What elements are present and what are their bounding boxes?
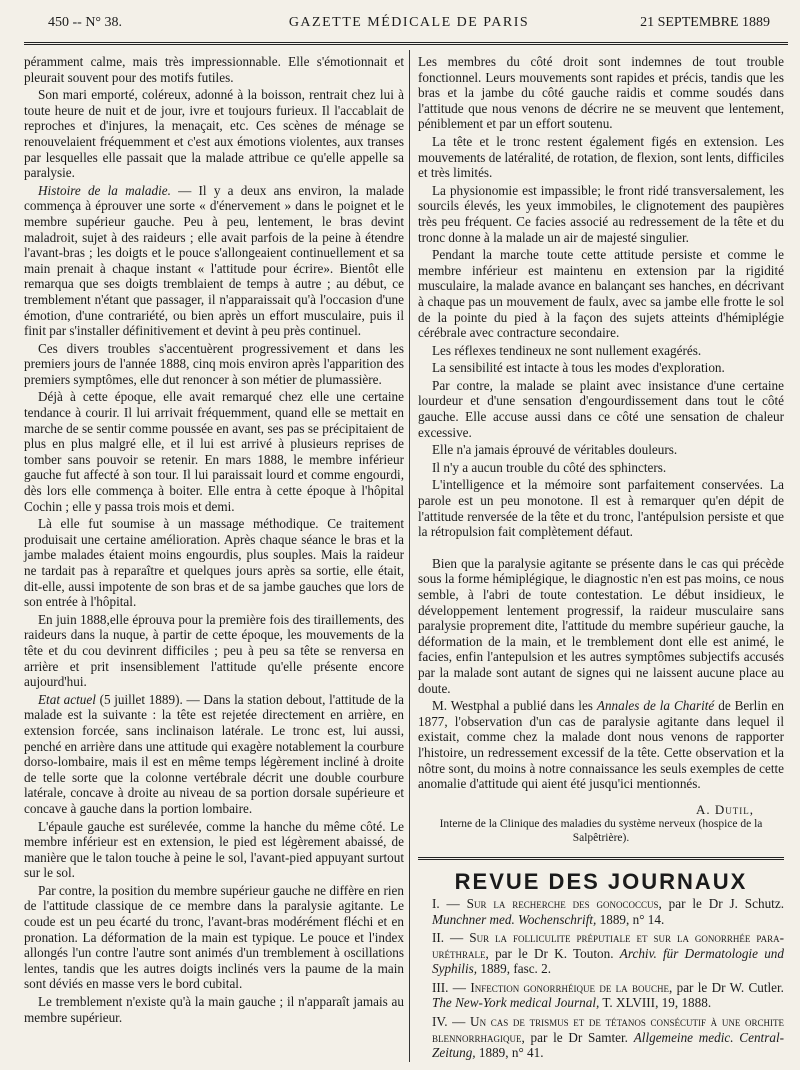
paragraph: La tête et le tronc restent également figés en extension. Les mouvements de latéralité, de rotation, de flexion, sont lents, difficiles et très limités. — [418, 133, 784, 181]
paragraph: L'intelligence et la mémoire sont parfaitement conservées. La parole est un peu monotone. Il est à remarquer qu'en dépit de l'attitude renversée de la tête et du tronc, l'antépulsion persiste et que la rétropulsion fait complètement défaut. — [418, 477, 784, 540]
reference-issue: T. XLVIII, 19, 1888. — [599, 995, 712, 1011]
paragraph — [24, 692, 404, 817]
paragraph: Ces divers troubles s'accentuèrent progressivement et dans les premiers jours de l'année 1888, cinq mois environ après l'apparition des premiers symptômes, elle dut renoncer à son métier de plumassière. — [24, 340, 404, 387]
page-header — [48, 10, 770, 36]
section-title: REVUE DES JOURNAUX — [454, 869, 748, 895]
paragraph: Bien que la paralysie agitante se présente dans le cas qui précède sous la forme hémiplégique, le diagnostic n'en est pas moins, ce nous semble, à l'abri de toute contestation. Le début insidieux, le développement lentement progressif, la raideur musculaire sans paralysie proprement dite, l'attitude du membre supérieur gauche, la déformation de la main, et le tremblement dont elle est animé, le facies, enfin l'antepulsion et les autres symptômes subjectifs accusés par la malade sont autant de signes qui ne laissent aucune place au doute. — [418, 555, 784, 696]
signature-block — [418, 802, 784, 846]
journal-title: GAZETTE MÉDICALE DE PARIS — [288, 15, 530, 30]
issue-date: 21 SEPTEMBRE 1889 — [640, 15, 770, 30]
paragraph: Pendant la marche toute cette attitude persiste et comme le membre inférieur est maintenu en extension par la rigidité musculaire, la malade avance en balançant ses hanches, en décrivant à chaque pas un mouvement de faulx, avec sa jambe elle frotte le sol de la pointe du pied à la façon des sujets atteints d'hémiplégie cérébrale avec contracture secondaire. — [418, 247, 784, 341]
paragraph: Là elle fut soumise à un massage méthodique. Ce traitement produisait une certaine amélioration. Après chaque séance le bras et la jambe malades étaient moins engourdis, plus souples. Mais la raideur ne tardait pas à reparaître et quelques jours après sa sortie, elle était, dit-elle, aussi impotente de son bras et de sa jambe gauches que lors de son entrée à l'hôpital. — [24, 516, 404, 610]
paragraph-text: de Berlin en 1877, l'observation d'un cas de paralysie agitante dans lequel il existait, comme chez la malade dont nous venons de rapporter l'histoire, un redressement excessif de la tête. Cette observation et la nôtre sont, du moins à notre connaissance les seuls exemples de cette anomalie d'attitude qui aient été jusqu'ici mentionnés. — [418, 698, 784, 792]
paragraph: Déjà à cette époque, elle avait remarqué chez elle une certaine tendance à courir. Il lui arrivait fréquemment, quand elle se mettait en marche de se sentir comme poussée en avant, ses pas se précipitaient de plus en plus malgré elle, et il lui est arrivé à plusieurs reprises de tomber sans pouvoir se retenir. En mars 1888, le membre inférieur gauche fut affecté à son tour. Il lui paraissait lourd et comme engourdi, dès lors elle commença à boiter. Elle entra à cette époque à l'hôpital Cochin ; elle y passa trois mois et demi. — [24, 389, 404, 514]
paragraph: La physionomie est impassible; le front ridé transversalement, les sourcils élevés, les yeux immobiles, le clignotement des paupières très peu fréquent. Ce facies associé au redressement de la tête et du tronc donne à la malade un air de majesté singulier. — [418, 182, 784, 245]
reference-title: Infection gonorrhéique de la bouche, — [470, 979, 673, 995]
reference-issue: 1889, fasc. 2. — [477, 961, 552, 977]
reference-journal: Munchner med. Wochenschrift, — [432, 911, 597, 927]
reference-item — [418, 1014, 784, 1061]
paragraph: L'épaule gauche est surélevée, comme la hanche du même côté. Le membre inférieur est en extension, le pied est légèrement abaissé, de manière que le talon touche à peine le sol, l'avant-pied appuyant surtout sur le sol. — [24, 818, 404, 881]
column-divider — [409, 50, 410, 1062]
reference-number: I. — — [432, 895, 460, 911]
left-column — [24, 54, 404, 1027]
reference-author: par le Dr W. Cutler. — [672, 979, 784, 995]
reference-journal: The New-York medical Journal, — [432, 995, 600, 1011]
reference-list — [418, 896, 784, 1061]
section-heading: Histoire de la maladie. — [38, 182, 171, 198]
paragraph — [24, 183, 404, 339]
reference-title: Un cas de trismus et de tétanos consécutif à une orchite blennorrhagique, — [432, 1014, 785, 1045]
reference-author: par le Dr J. Schutz. — [661, 895, 784, 911]
reference-journal: Allgemeine medic. Central-Zeitung, — [432, 1029, 784, 1061]
page-number: 450 -- N° 38. — [48, 15, 123, 30]
paragraph: La sensibilité est intacte à tous les modes d'exploration. — [432, 360, 725, 376]
section-heading: Etat actuel — [38, 691, 96, 707]
paragraph: Par contre, la position du membre supérieur gauche ne diffère en rien de l'attitude classique de ce membre dans la paralysie agitante. Le coude est un peu écarté du tronc, l'avant-bras modérément fléchi et en pronation. La déformation de la main est typique. Le pouce et l'index allongés l'un contre l'autre sont animés d'un tremblement à oscillations lentes, tandis que les autres doigts inclinés vers la paume de la main sont déviés en masse vers le bord cubital. — [24, 882, 404, 992]
paragraph: Les réflexes tendineux ne sont nullement exagérés. — [432, 342, 702, 358]
reference-item — [418, 930, 784, 977]
reference-item — [418, 980, 784, 1011]
reference-item — [418, 896, 784, 927]
reference-issue: 1889, n° 14. — [596, 911, 665, 927]
reference-author: par le Dr Samter. — [524, 1029, 634, 1045]
paragraph-text: M. Westphal a publié dans les — [432, 698, 597, 714]
paragraph: péramment calme, mais très impressionnable. Elle s'émotionnait et pleurait souvent pour des motifs futiles. — [24, 54, 404, 85]
reference-number: II. — — [432, 930, 464, 946]
reference-author: par le Dr K. Touton. — [488, 945, 620, 961]
journal-name: Annales de la Charité — [596, 698, 715, 714]
paragraph: En juin 1888,elle éprouva pour la première fois des tiraillements, des raideurs dans la nuque, à partir de cette époque, les mouvements de la tête et du cou devinrent difficiles ; peu à peu sa tête se renversa en arrière et prit insensiblement l'attitude qu'elle présente encore aujourd'hui. — [24, 611, 404, 690]
reference-number: IV. — — [432, 1014, 466, 1030]
paragraph: Le tremblement n'existe qu'à la main gauche ; il n'apparaît jamais au membre supérieur. — [24, 994, 404, 1025]
paragraph-text: — Il y a deux ans environ, la malade commença à éprouver une sorte « d'énervement » dans le poignet et le membre supérieur gauche. Peu à peu, lentement, le bras devint maladroit, sujet à des raideurs ; elle avait parfois de la peine à étendre l'avant-bras ; les doigts et le pouce s'allongeaient continuellement et sa main prenait à chaque instant « l'attitude pour écrire». Bientôt elle remarqua que ses doigts tremblaient de temps à autre ; au début, ce tremblement n'étant que passager, il n'apparaissait qu'à l'occasion d'une émotion, d'une contrariété, ou bien après un effort musculaire, puis il finit par s'installer définitivement et devint à peu près continuel. — [24, 182, 404, 339]
reference-journal: Archiv. für Dermatologie und Syphilis, — [432, 945, 784, 977]
paragraph: Les membres du côté droit sont indemnes de tout trouble fonctionnel. Leurs mouvements sont rapides et précis, tandis que les bras et la jambe du côté gauche raidis et comme soudés dans l'attitude que nous venons de décrire ne se meuvent que lentement, péniblement et par un effort soutenu. — [418, 54, 784, 132]
paragraph: Il n'y a aucun trouble du côté des sphincters. — [432, 459, 667, 475]
paragraph: Son mari emporté, coléreux, adonné à la boisson, rentrait chez lui à toute heure de nuit et de jour, ivre et toujours furieux. Il l'accablait de reproches et d'injures, la menaçait, etc. Ces scènes de ménage se renouvelaient fréquemment et c'est aux émotions violentes, aux transes par lesquelles elle passait que la malade attribue ce qu'elle appelle sa paralysie. — [24, 87, 404, 181]
reference-title: Sur la recherche des gonococcus, — [466, 895, 662, 911]
section-separator — [418, 857, 784, 860]
author-title: Interne de la Clinique des maladies du système nerveux (hospice de la Salpêtrière). — [439, 818, 763, 845]
paragraph — [418, 698, 784, 792]
reference-number: III. — — [432, 979, 466, 995]
header-rule — [24, 42, 788, 45]
reference-title: Sur la folliculite préputiale et sur la gonorrhée para-uréthrale, — [432, 930, 784, 961]
paragraph-text: (5 juillet 1889). — Dans la station debout, l'attitude de la malade est la suivante : la tête est rejetée directement en arrière, en extension forcée, sans inclinaison latérale. Le tronc est, lui aussi, penché en arrière dans une attitude qui exagère notablement la courbure dorso-lombaire, mais il est en même temps légèrement incliné à droite de telle sorte que la colonne vertébrale décrit une double courbure latérale, concave à droite au niveau de sa portion dorsale supérieure et concave à gauche dans la portion lombaire. — [24, 691, 404, 816]
author-name: A. Dutil, — [695, 801, 754, 817]
reference-issue: 1889, n° 41. — [475, 1045, 544, 1061]
paragraph: Elle n'a jamais éprouvé de véritables douleurs. — [432, 442, 678, 458]
paragraph: Par contre, la malade se plaint avec insistance d'une certaine lourdeur et d'une sensation d'engourdissement dans tout le côté gauche. Elle accuse aussi dans ce côté une sensation de chaleur excessive. — [418, 377, 784, 440]
right-column — [418, 54, 784, 1064]
